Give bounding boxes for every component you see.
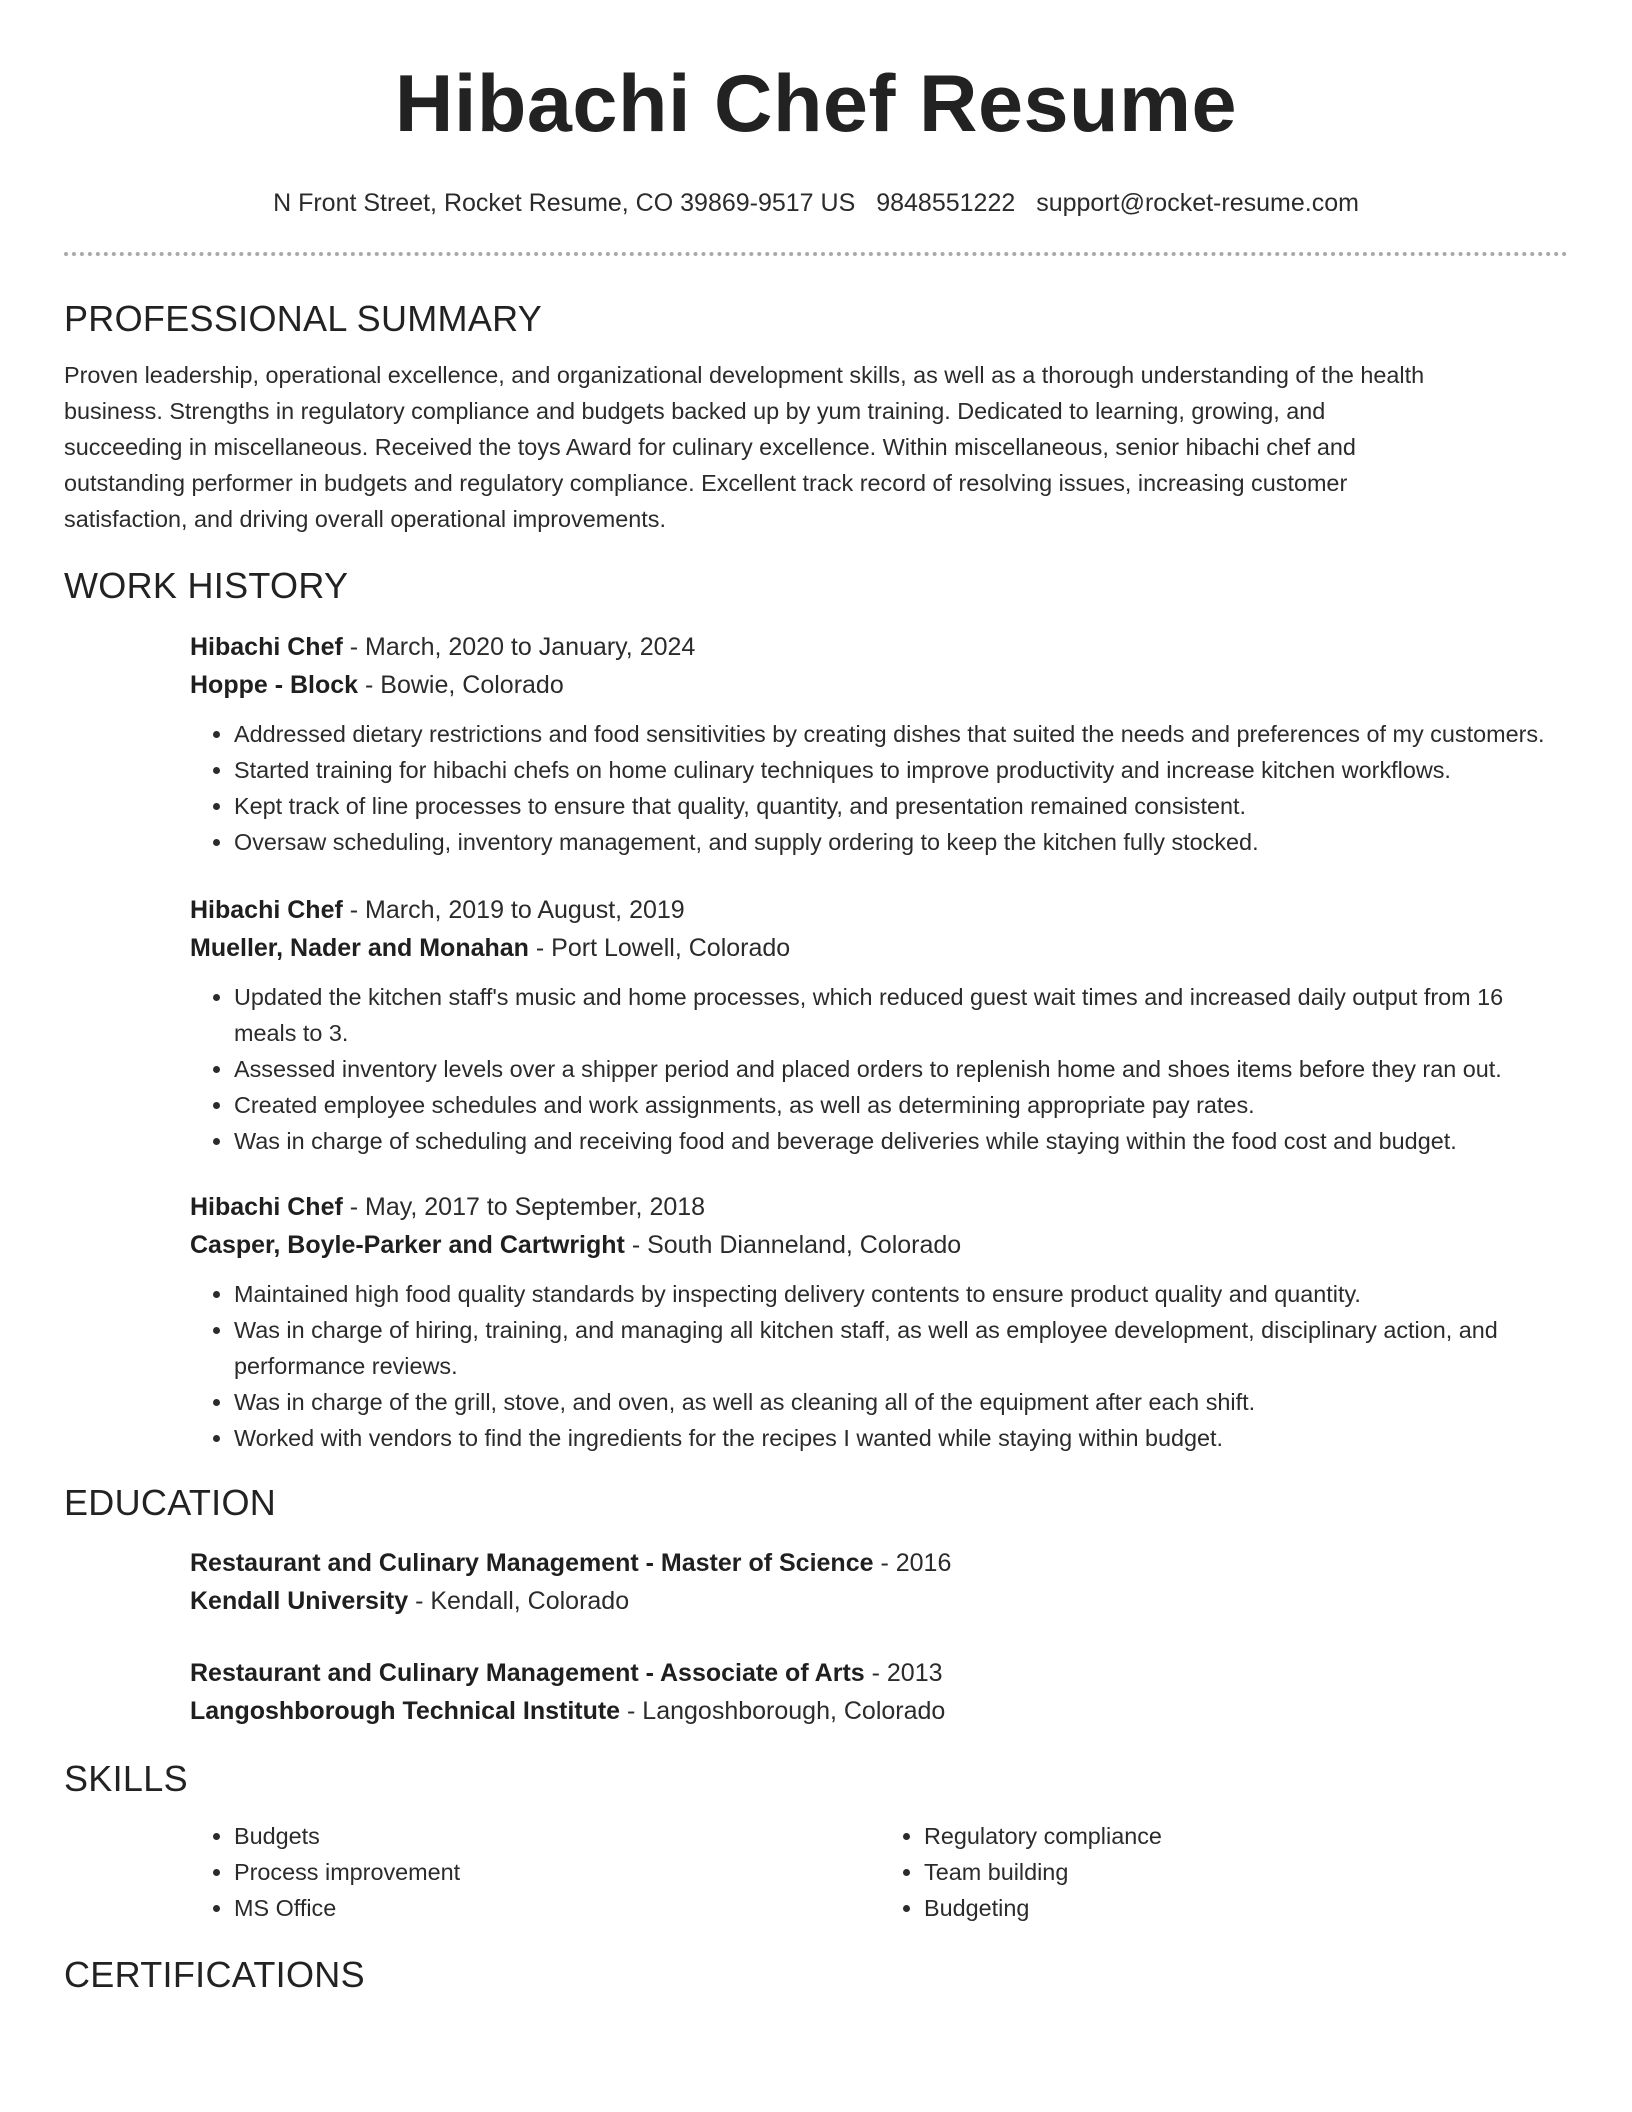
education-degree-line	[190, 1544, 1568, 1582]
education-school: Langoshborough Technical Institute	[190, 1697, 621, 1725]
job-title-line	[190, 891, 1568, 929]
resume-page	[64, 0, 1568, 1996]
job-bullet: • Addressed dietary restrictions and food sensitivities by creating dishes that suited the needs and preferences of my customers.	[234, 716, 1568, 752]
job-title-line	[190, 1188, 1568, 1226]
job-bullet: • Updated the kitchen staff's music and home processes, which reduced guest wait times and increased daily output from 16 meals to 3.	[234, 979, 1568, 1051]
education-year: - 2016	[873, 1549, 952, 1577]
education-entry	[190, 1544, 1568, 1620]
summary-text: Proven leadership, operational excellence, and organizational development skills, as well as a thorough understanding of the health business. Strengths in regulatory compliance and budgets backed up by yum training. Dedicated to learning, growing, and succeeding in miscellaneous. Received the toys Award for culinary excellence. Within miscellaneous, senior hibachi chef and outstanding performer in budgets and regulatory compliance. Excellent track record of resolving issues, increasing customer satisfaction, and driving overall operational improvements.	[64, 362, 1425, 532]
work-history-heading: WORK HISTORY	[64, 565, 349, 606]
education-school-line	[190, 1692, 1568, 1730]
education-degree-line	[190, 1654, 1568, 1692]
job-location: - Port Lowell, Colorado	[528, 934, 791, 962]
skill-item: • Regulatory compliance	[924, 1818, 1570, 1854]
job-title: Hibachi Chef	[190, 896, 343, 924]
job-dates: - May, 2017 to September, 2018	[342, 1193, 706, 1221]
summary-heading: PROFESSIONAL SUMMARY	[64, 298, 543, 339]
skill-item: • Budgets	[234, 1818, 880, 1854]
job-bullets	[190, 716, 1568, 860]
job-bullet: • Was in charge of scheduling and receiving food and beverage deliveries while staying within the food cost and budget.	[234, 1123, 1568, 1159]
job-company-line	[190, 929, 1568, 967]
job-bullet: • Was in charge of hiring, training, and managing all kitchen staff, as well as employee development, disciplinary action, and performance reviews.	[234, 1312, 1568, 1384]
education-school: Kendall University	[190, 1587, 409, 1615]
job-title-line	[190, 628, 1568, 666]
skills-grid	[190, 1818, 1570, 1926]
job-company: Hoppe - Block	[190, 671, 359, 699]
skill-item: • Team building	[924, 1854, 1570, 1890]
job-entry	[190, 628, 1568, 860]
job-bullet: • Created employee schedules and work assignments, as well as determining appropriate pay rates.	[234, 1087, 1568, 1123]
job-entry	[190, 1188, 1568, 1456]
job-bullet: • Assessed inventory levels over a shipper period and placed orders to replenish home and shoes items before they ran out.	[234, 1051, 1568, 1087]
education-entry	[190, 1654, 1568, 1730]
education-heading: EDUCATION	[64, 1482, 277, 1523]
skills-list-right	[880, 1818, 1570, 1926]
skill-item: • MS Office	[234, 1890, 880, 1926]
job-company: Casper, Boyle-Parker and Cartwright	[190, 1231, 625, 1259]
skills-list-left	[190, 1818, 880, 1926]
job-bullet: • Worked with vendors to find the ingredients for the recipes I wanted while staying within budget.	[234, 1420, 1568, 1456]
job-bullet: • Was in charge of the grill, stove, and oven, as well as cleaning all of the equipment after each shift.	[234, 1384, 1568, 1420]
header-divider	[64, 252, 1568, 256]
job-bullet: • Maintained high food quality standards by inspecting delivery contents to ensure product quality and quantity.	[234, 1276, 1568, 1312]
job-bullet: • Kept track of line processes to ensure that quality, quantity, and presentation remained consistent.	[234, 788, 1568, 824]
contact-phone: 9848551222	[876, 189, 1016, 217]
job-company-line	[190, 1226, 1568, 1264]
skills-heading: SKILLS	[64, 1758, 188, 1799]
education-location: - Kendall, Colorado	[408, 1587, 630, 1615]
job-location: - Bowie, Colorado	[358, 671, 564, 699]
education-degree: Restaurant and Culinary Management - Associate of Arts	[190, 1659, 865, 1687]
job-title: Hibachi Chef	[190, 1193, 343, 1221]
education-degree: Restaurant and Culinary Management - Master of Science	[190, 1549, 874, 1577]
job-entry	[190, 891, 1568, 1159]
job-bullets	[190, 979, 1568, 1159]
job-company-line	[190, 666, 1568, 704]
job-dates: - March, 2020 to January, 2024	[342, 633, 696, 661]
skill-item: • Process improvement	[234, 1854, 880, 1890]
job-company: Mueller, Nader and Monahan	[190, 934, 529, 962]
education-school-line	[190, 1582, 1568, 1620]
education-year: - 2013	[864, 1659, 943, 1687]
contact-address: N Front Street, Rocket Resume, CO 39869-9517 US	[273, 189, 856, 217]
job-title: Hibachi Chef	[190, 633, 343, 661]
job-bullet: • Oversaw scheduling, inventory management, and supply ordering to keep the kitchen fully stocked.	[234, 824, 1568, 860]
education-location: - Langoshborough, Colorado	[620, 1697, 946, 1725]
job-location: - South Dianneland, Colorado	[624, 1231, 962, 1259]
contact-line	[64, 188, 1568, 218]
contact-email: support@rocket-resume.com	[1036, 189, 1359, 217]
job-dates: - March, 2019 to August, 2019	[342, 896, 685, 924]
job-bullets	[190, 1276, 1568, 1456]
job-bullet: • Started training for hibachi chefs on home culinary techniques to improve productivity and increase kitchen workflows.	[234, 752, 1568, 788]
resume-title: Hibachi Chef Resume	[394, 59, 1238, 149]
certifications-heading: CERTIFICATIONS	[64, 1954, 365, 1995]
skill-item: • Budgeting	[924, 1890, 1570, 1926]
